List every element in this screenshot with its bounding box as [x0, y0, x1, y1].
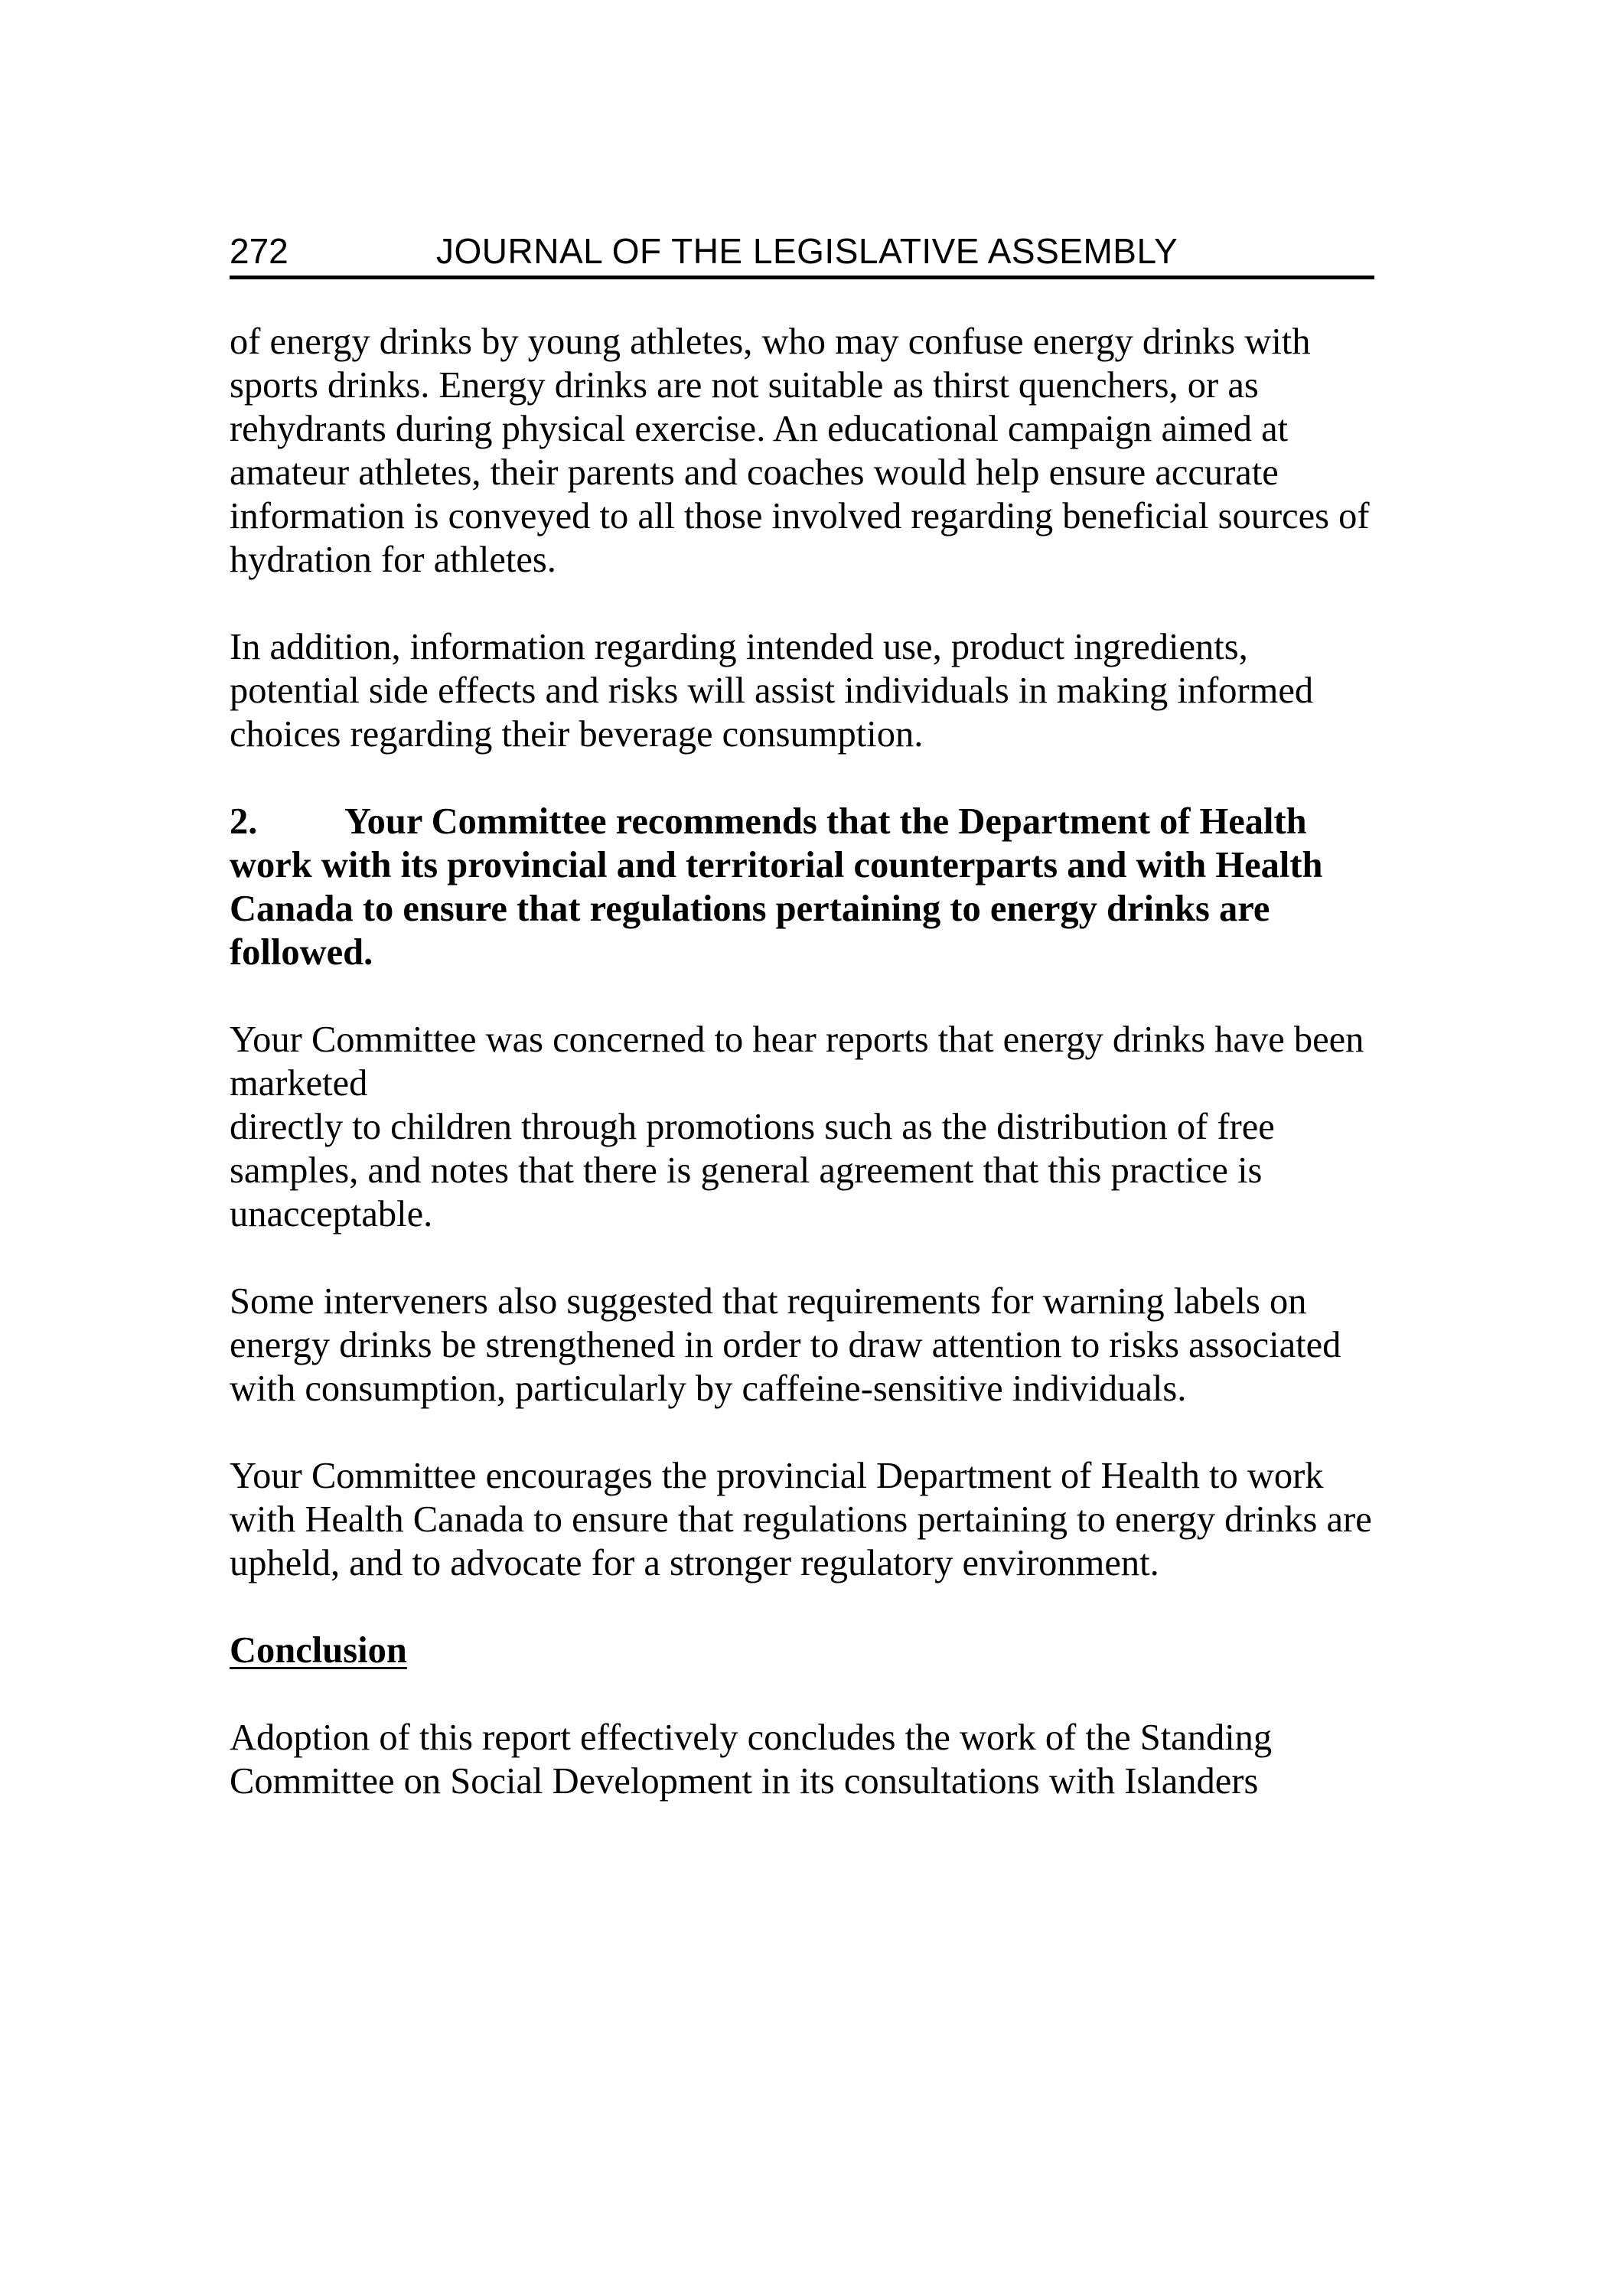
- page-number: 272: [230, 231, 288, 271]
- recommendation-number: 2.: [230, 801, 258, 842]
- running-title: JOURNAL OF THE LEGISLATIVE ASSEMBLY: [436, 231, 1178, 271]
- paragraph-warning-labels: Some interveners also suggested that requirements for warning labels on energy drinks be strengthened in order to draw attention to risks associated with consumption, particularly by caffeine-sensitive individuals.: [230, 1281, 1341, 1409]
- recommendation-2: [230, 800, 1377, 974]
- paragraph-conclusion: Adoption of this report effectively concludes the work of the Standing Committee on Social Development in its consultations with Islanders: [230, 1717, 1273, 1802]
- conclusion-heading-text: Conclusion: [230, 1630, 407, 1671]
- paragraph-informed-choices: In addition, information regarding intended use, product ingredients, potential side effects and risks will assist individuals in making informed choices regarding their beverage consumption.: [230, 627, 1314, 755]
- paragraph-marketing-line-2: directly to children through promotions such as the distribution of free samples, and notes that there is general agreement that this practice is unacceptable.: [230, 1107, 1275, 1234]
- paragraph-regulations-upheld: Your Committee encourages the provincial Department of Health to work with Health Canada to ensure that regulations pertaining to energy drinks are upheld, and to advocate for a stronger regulatory environment.: [230, 1456, 1372, 1583]
- paragraph-marketing-line-1: Your Committee was concerned to hear reports that energy drinks have been marketed: [230, 1019, 1364, 1104]
- recommendation-text: Your Committee recommends that the Department of Health work with its provincial and territorial counterparts and with Health Canada to ensure that regulations pertaining to energy drinks are followed.: [230, 801, 1323, 973]
- body-text: [230, 320, 1377, 1847]
- conclusion-heading: [230, 1629, 1377, 1672]
- paragraph-marketing-to-children: [230, 1018, 1377, 1236]
- paragraph-athletes-hydration: of energy drinks by young athletes, who may confuse energy drinks with sports drinks. Energy drinks are not suitable as thirst quenchers, or as rehydrants during physical exercise. An educational campaign aimed at amateur athletes, their parents and coaches would help ensure accurate information is conveyed to all those involved regarding beneficial sources of hydration for athletes.: [230, 321, 1370, 580]
- page-header: [230, 227, 1374, 279]
